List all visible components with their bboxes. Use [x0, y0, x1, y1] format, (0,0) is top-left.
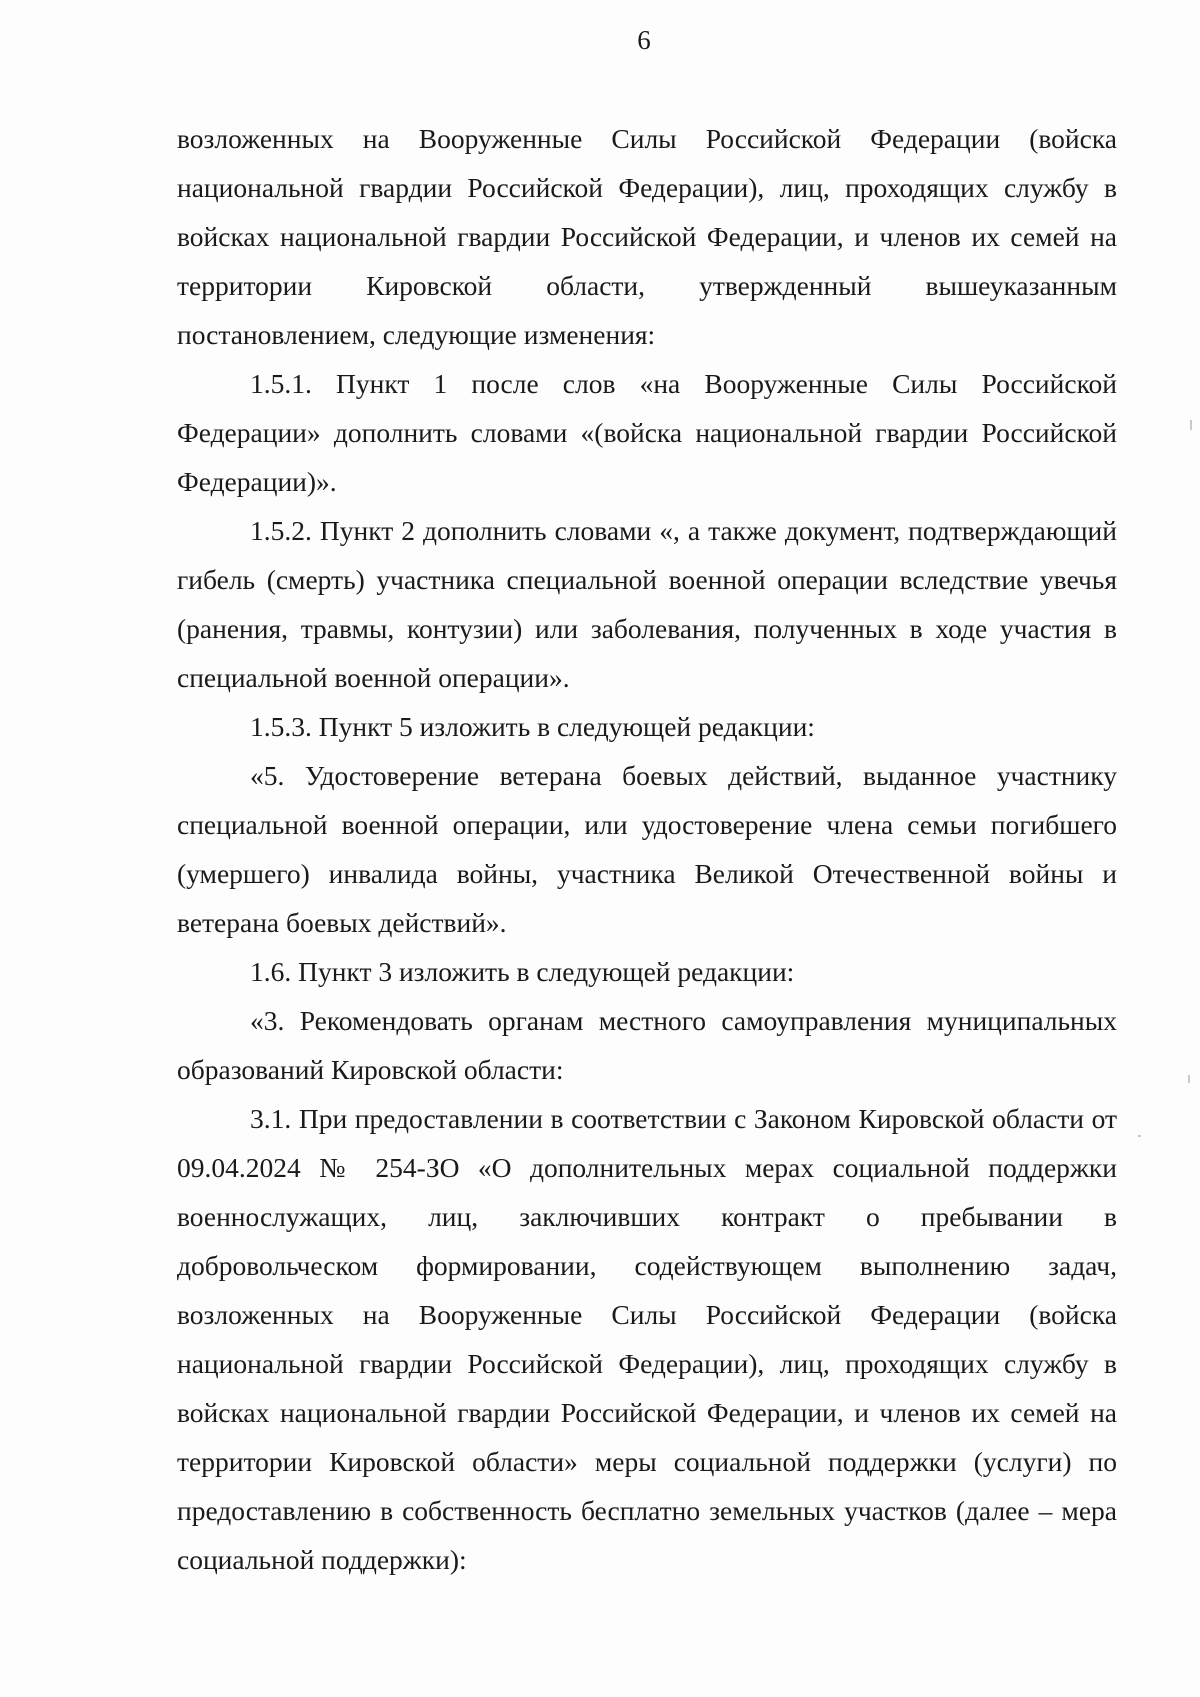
- scan-artifact: [1138, 1135, 1141, 1137]
- scan-artifact: [1190, 420, 1192, 430]
- paragraph-continuation: возложенных на Вооруженные Силы Российской Федерации (войска национальной гвардии Российской Федерации), лиц, проходящих службу в войсках национальной гвардии Российской Федерации, и членов их семей на территории Кировской области, утвержденный вышеуказанным постановлением, следующие изменения:: [177, 123, 1117, 350]
- paragraph-item-3: «3. Рекомендовать органам местного самоуправления муниципальных образований Кировской области:: [177, 1005, 1117, 1085]
- paragraph-item-5: «5. Удостоверение ветерана боевых действий, выданное участнику специальной военной операции, или удостоверение члена семьи погибшего (умершего) инвалида войны, участника Великой Отечественной войны и ветерана боевых действий».: [177, 760, 1117, 938]
- paragraph-1-6: 1.6. Пункт 3 изложить в следующей редакции:: [250, 956, 795, 987]
- paragraph-3-1: 3.1. При предоставлении в соответствии с Законом Кировской области от 09.04.2024 № 254-ЗО «О дополнительных мерах социальной поддержки военнослужащих, лиц, заключивших контракт о пребывании в добровольческом формировании, содействующем выполнению задач, возложенных на Вооруженные Силы Российской Федерации (войска национальной гвардии Российской Федерации), лиц, проходящих службу в войсках национальной гвардии Российской Федерации, и членов их семей на территории Кировской области» меры социальной поддержки (услуги) по предоставлению в собственность бесплатно земельных участков (далее – мера социальной поддержки):: [177, 1103, 1117, 1575]
- document-body: [177, 114, 1117, 1584]
- paragraph-1-5-2: 1.5.2. Пункт 2 дополнить словами «, а также документ, подтверждающий гибель (смерть) участника специальной военной операции вследствие увечья (ранения, травмы, контузии) или заболевания, полученных в ходе участия в специальной военной операции».: [177, 515, 1117, 693]
- page-number: 6: [637, 25, 651, 55]
- paragraph-1-5-3: 1.5.3. Пункт 5 изложить в следующей редакции:: [250, 711, 815, 742]
- paragraph-1-5-1: 1.5.1. Пункт 1 после слов «на Вооруженные Силы Российской Федерации» дополнить словами «(войска национальной гвардии Российской Федерации)».: [177, 368, 1117, 497]
- scan-artifact: [1188, 1075, 1190, 1083]
